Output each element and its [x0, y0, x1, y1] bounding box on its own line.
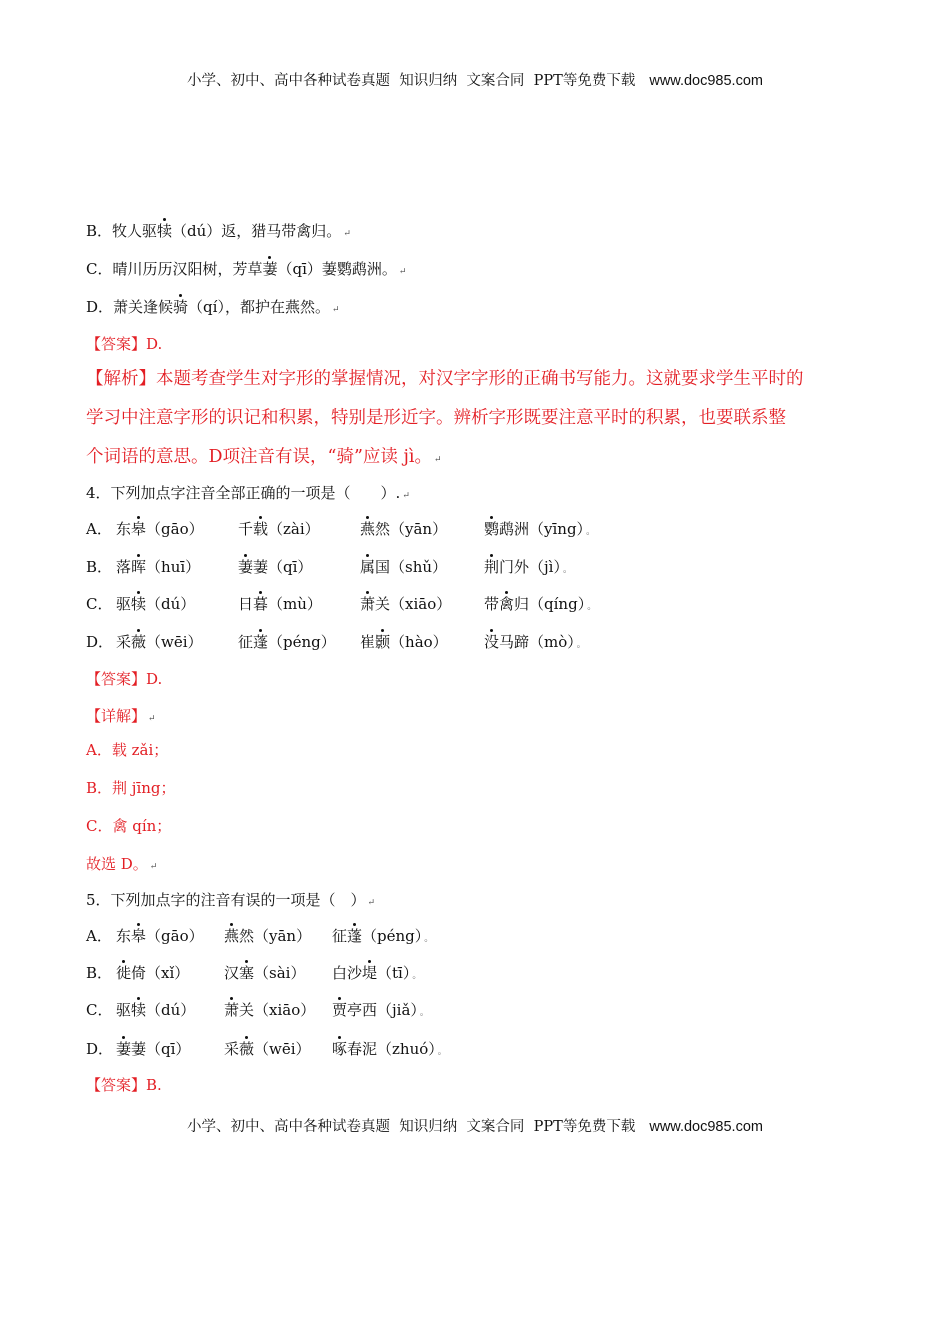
dotted-char: 禽 — [499, 595, 515, 613]
dotted-char: 燕 — [360, 520, 376, 538]
option-label: A． — [86, 520, 112, 538]
option-item: 汉塞（sài） — [224, 964, 306, 982]
option-item: 驱犊（dú） — [116, 1001, 196, 1019]
q3-analysis-line-1: 【解析】本题考查学生对字形的掌握情况，对汉字字形的正确书写能力。这就要求学生平时的 — [86, 369, 804, 389]
option-label: A． — [86, 927, 112, 945]
q4-stem: 4．下列加点字注音全部正确的一项是（ ）. ↵ — [86, 484, 410, 502]
option-item: 落晖（huī） — [116, 558, 201, 576]
option-item: 征蓬（péng） 。 — [332, 927, 434, 945]
header-url[interactable]: www.doc985.com — [649, 73, 763, 89]
q4-detail-b: B．荆 jīng； — [86, 779, 176, 797]
page-header — [0, 69, 950, 90]
q3-analysis-line-3: 个词语的意思。D项注音有误，“骑”应读 jì。 ↵ — [86, 447, 442, 467]
dotted-char: 骑 — [173, 298, 189, 316]
option-label: B． — [86, 558, 113, 576]
header-text: 小学、初中、高中各种试卷真题 知识归纳 文案合同 PPT等免费下载 — [187, 73, 636, 89]
q4-answer: 【答案】D. — [86, 670, 163, 688]
q4-conclusion: 故选 D。 ↵ — [86, 855, 158, 873]
dotted-char: 薇 — [131, 633, 147, 651]
dotted-char: 犊 — [157, 222, 173, 240]
option-item: 崔颢（hào） — [360, 633, 448, 651]
option-item: 东皋（gāo） — [116, 927, 204, 945]
q4-detail-a: A．载 zǎi； — [86, 741, 169, 759]
dotted-char: 塞 — [239, 964, 255, 982]
footer-url[interactable]: www.doc985.com — [649, 1119, 763, 1135]
dotted-char: 萋 — [262, 260, 278, 278]
dotted-char: 贾 — [332, 1001, 348, 1019]
dotted-char: 晖 — [131, 558, 147, 576]
option-item: 白沙堤（tī） 。 — [332, 964, 422, 982]
dotted-char: 堤 — [362, 964, 378, 982]
option-item: 萋萋（qī） — [116, 1040, 191, 1058]
option-label: D． — [86, 1040, 114, 1058]
dotted-char: 啄 — [332, 1040, 348, 1058]
dotted-char: 鹦 — [484, 520, 500, 538]
q5-stem: 5．下列加点字的注音有误的一项是（ ） ↵ — [86, 891, 376, 909]
option-item: 东皋（gāo） — [116, 520, 204, 538]
dotted-char: 颢 — [375, 633, 391, 651]
option-label: C． — [86, 595, 113, 613]
option-item: 采薇（wēi） — [224, 1040, 311, 1058]
dotted-char: 萋 — [116, 1040, 132, 1058]
option-item: 萧关（xiāo） — [360, 595, 452, 613]
q3-option-d: D．萧关逢候骑（qí），都护在燕然。 ↵ — [86, 298, 340, 316]
dotted-char: 犊 — [131, 1001, 147, 1019]
option-item: 征蓬（péng） — [238, 633, 336, 651]
page-footer — [0, 1115, 950, 1136]
option-item: 荆门外（jì） 。 — [484, 558, 572, 576]
dotted-char: 徙 — [116, 964, 132, 982]
q3-option-c: C．晴川历历汉阳树，芳草萋（qī）萋鹦鹉洲。 ↵ — [86, 260, 407, 278]
dotted-char: 薇 — [239, 1040, 255, 1058]
option-item: 没马蹄（mò） 。 — [484, 633, 586, 651]
dotted-char: 蓬 — [347, 927, 363, 945]
dotted-char: 燕 — [224, 927, 240, 945]
footer-text: 小学、初中、高中各种试卷真题 知识归纳 文案合同 PPT等免费下载 — [187, 1119, 636, 1135]
dotted-char: 蓬 — [253, 633, 269, 651]
option-item: 鹦鹉洲（yīng） 。 — [484, 520, 596, 538]
q5-answer: 【答案】B. — [86, 1076, 162, 1094]
dotted-char: 皋 — [131, 520, 147, 538]
dotted-char: 萧 — [224, 1001, 240, 1019]
q3-option-b: B．牧人驱犊（dú）返，猎马带禽归。 ↵ — [86, 222, 351, 240]
option-label: C． — [86, 1001, 113, 1019]
dotted-char: 属 — [360, 558, 376, 576]
option-item: 啄春泥（zhuó） 。 — [332, 1040, 447, 1058]
option-item: 千载（zài） — [238, 520, 320, 538]
q3-analysis-line-2: 学习中注意字形的识记和积累，特别是形近字。辨析字形既要注意平时的积累，也要联系整 — [86, 408, 786, 428]
option-item: 属国（shǔ） — [360, 558, 448, 576]
dotted-char: 皋 — [131, 927, 147, 945]
option-item: 燕然（yān） — [224, 927, 312, 945]
option-item: 萋萋（qī） — [238, 558, 313, 576]
option-item: 萧关（xiāo） — [224, 1001, 316, 1019]
option-label: B． — [86, 964, 113, 982]
dotted-char: 没 — [484, 633, 500, 651]
option-label: D． — [86, 633, 114, 651]
option-item: 驱犊（dú） — [116, 595, 196, 613]
option-item: 燕然（yān） — [360, 520, 448, 538]
option-item: 日暮（mù） — [238, 595, 322, 613]
dotted-char: 暮 — [253, 595, 269, 613]
dotted-char: 荆 — [484, 558, 500, 576]
dotted-char: 载 — [253, 520, 269, 538]
dotted-char: 犊 — [131, 595, 147, 613]
option-item: 带禽归（qíng） 。 — [484, 595, 597, 613]
q3-answer: 【答案】D. — [86, 335, 163, 353]
dotted-char: 萋 — [238, 558, 254, 576]
option-item: 采薇（wēi） — [116, 633, 203, 651]
dotted-char: 萧 — [360, 595, 376, 613]
q4-detail-c: C．禽 qín； — [86, 817, 172, 835]
q4-detail-title: 【详解】 ↵ — [86, 707, 156, 725]
option-item: 贾亭西（jiǎ） 。 — [332, 1001, 429, 1019]
option-item: 徙倚（xǐ） — [116, 964, 190, 982]
